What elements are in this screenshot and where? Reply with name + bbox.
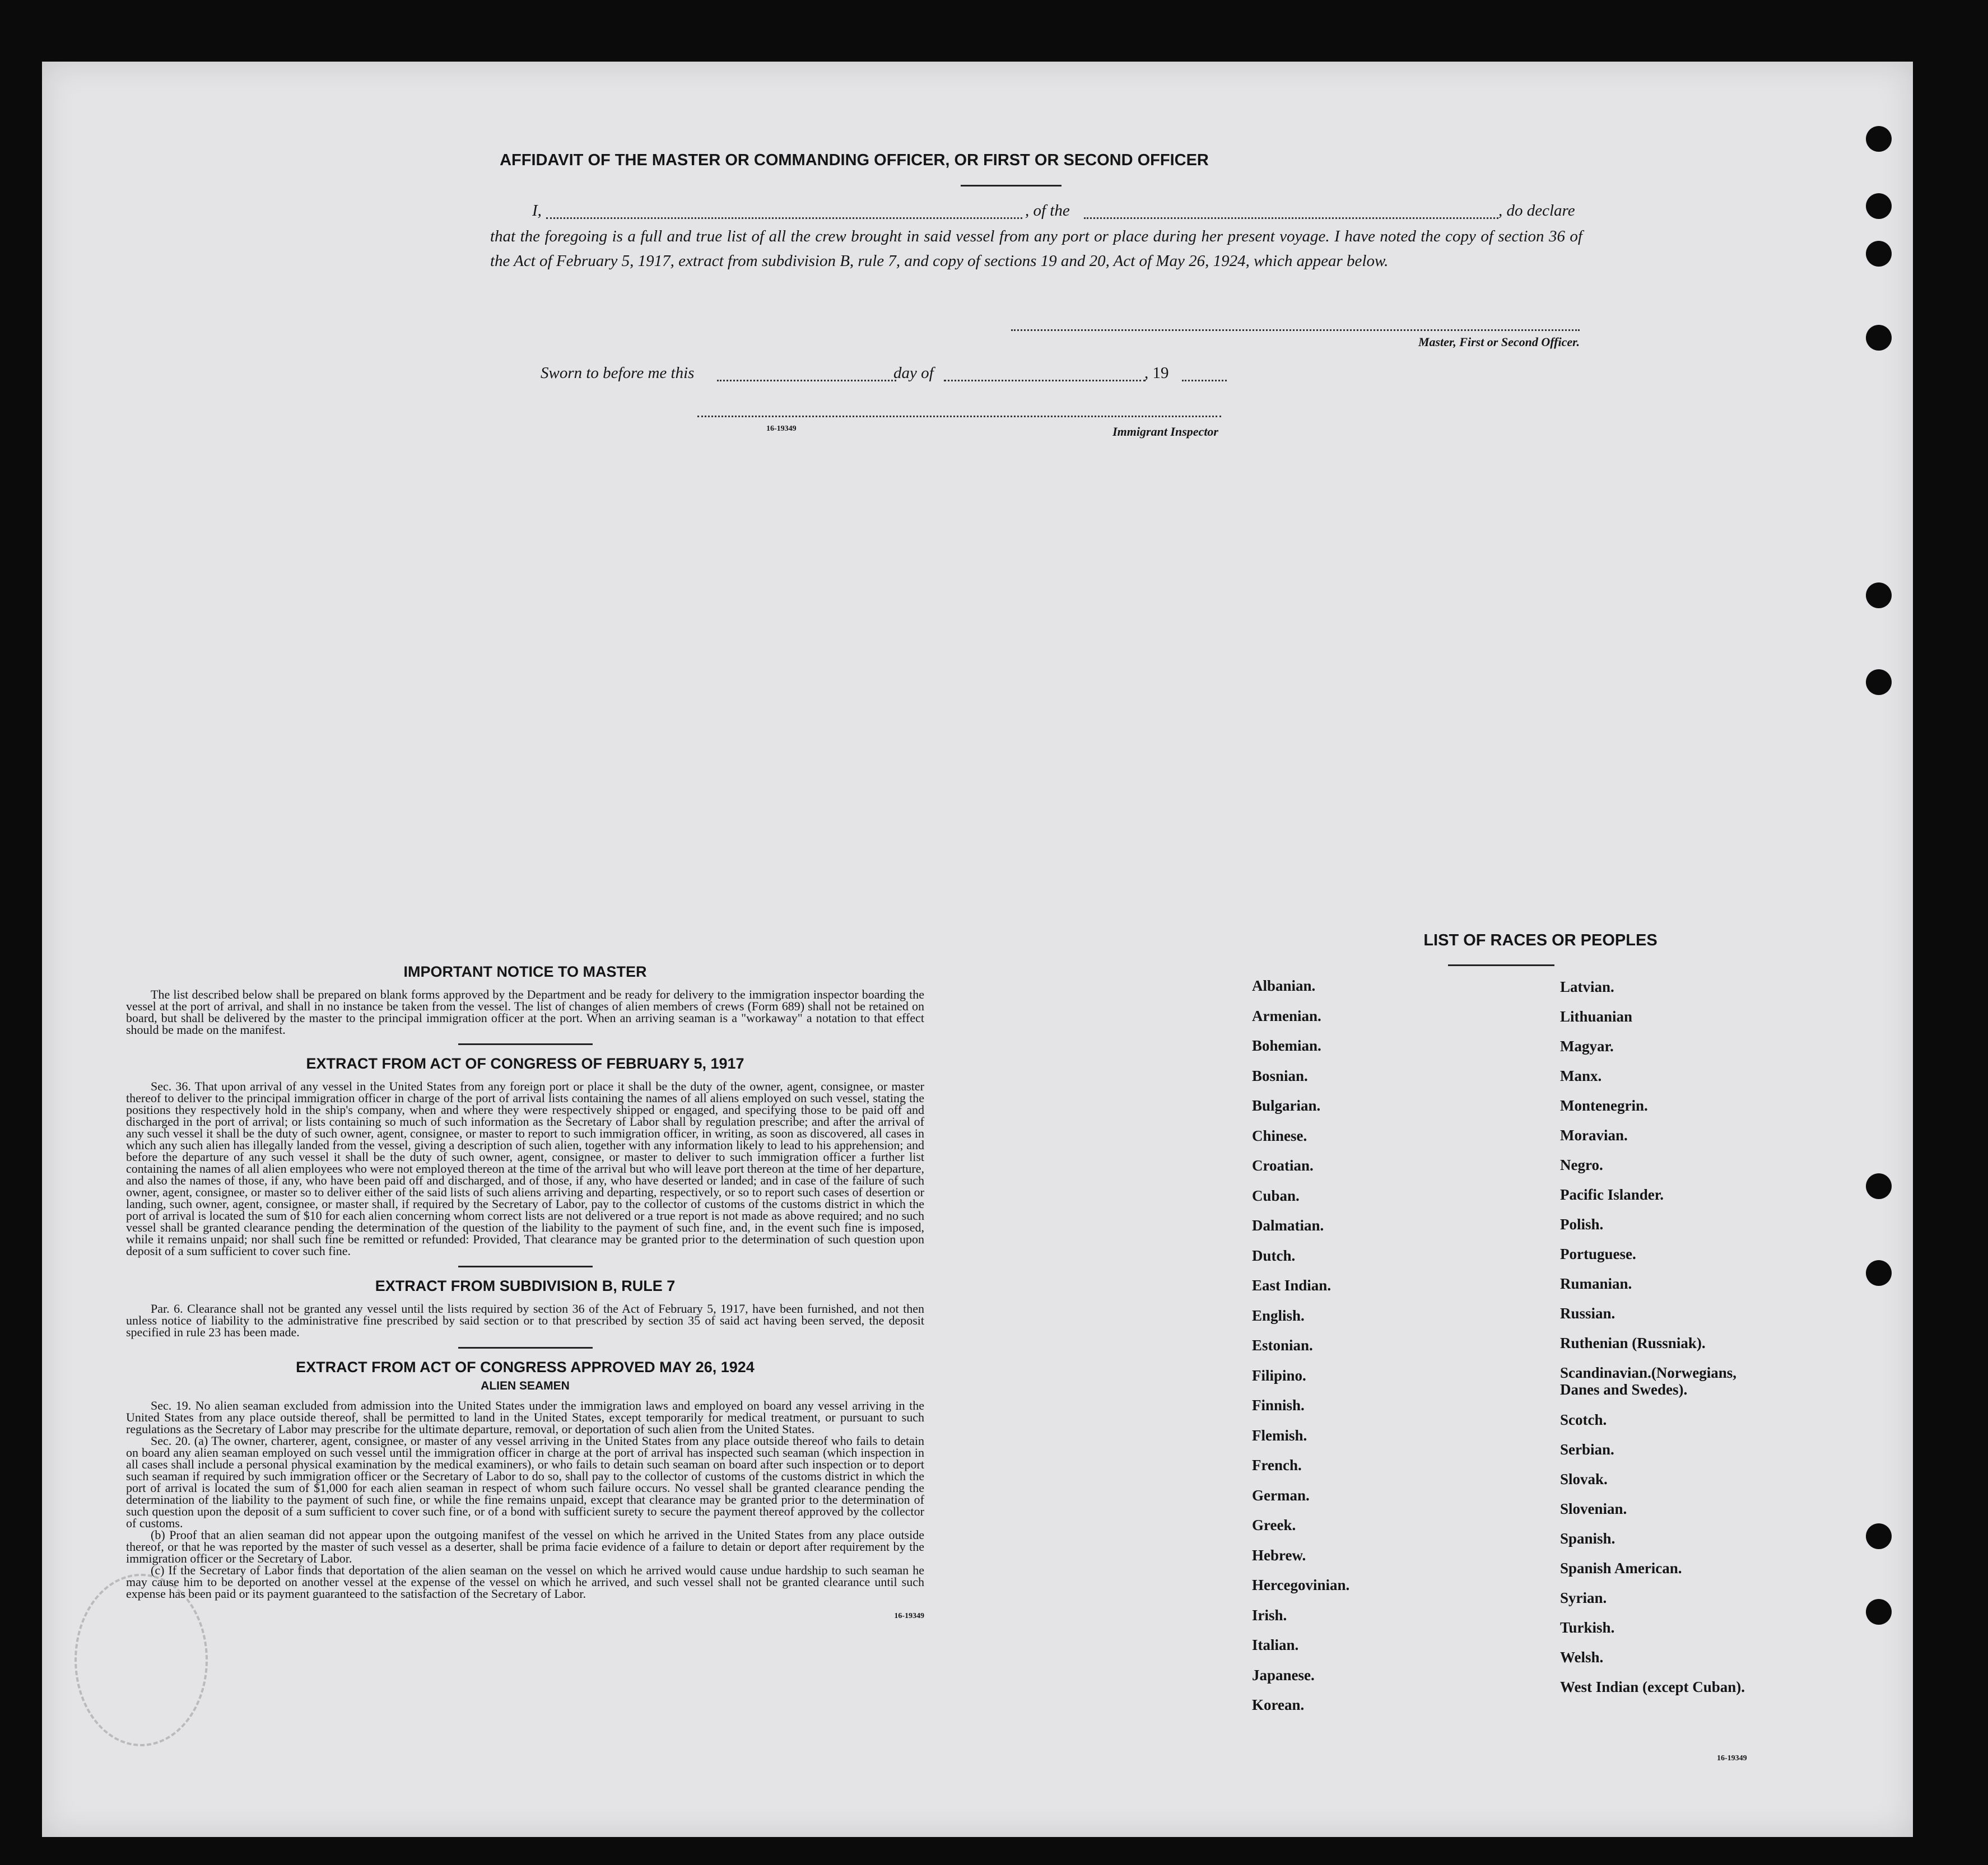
year-label: , 19 bbox=[1144, 364, 1169, 382]
extract-1924-sec20c: (c) If the Secretary of Labor finds that deportation of the alien seaman on the vessel on which he arrived would cause undue hardship to such seaman he may cause him to be deported on another vessel at the expense of the vessel on which he arrived, and such vessel shall not be granted clearance until such expense has been paid or its payment guaranteed to the satisfaction of the Secretary of Labor. bbox=[126, 1563, 924, 1601]
extract-1917-title: EXTRACT FROM ACT OF CONGRESS OF FEBRUARY 5, 1917 bbox=[306, 1055, 744, 1072]
race-item: Negro. bbox=[1560, 1157, 1603, 1173]
inspector-caption: Immigrant Inspector bbox=[1112, 425, 1218, 439]
race-item: Japanese. bbox=[1252, 1666, 1315, 1684]
extract-1924-sec20b: (b) Proof that an alien seaman did not appear upon the outgoing manifest of the vessel on which he arrived in the United States from any place outside thereof, or that he was reported by the master of such vessel as a deserter, shall be prima facie evidence of a failure to detain or deport after requirement by the immigration officer or the Secretary of Labor. bbox=[126, 1528, 924, 1565]
notices-column bbox=[126, 963, 924, 1621]
inspector-signature-line[interactable] bbox=[697, 416, 1221, 417]
race-item: Lithuanian bbox=[1560, 1008, 1633, 1025]
sworn-month-line[interactable] bbox=[944, 380, 1146, 381]
race-item: Moravian. bbox=[1560, 1127, 1628, 1144]
race-item: Russian. bbox=[1560, 1305, 1615, 1322]
document-sheet bbox=[42, 62, 1913, 1837]
extract-1917-text: Sec. 36. That upon arrival of any vessel in the United States from any foreign port or place it shall be the duty of the owner, agent, consignee, or master thereof to deliver to the principal immigration officer in charge of the port of arrival lists containing the names of all aliens employed on such vessel, stating the positions they respectively hold in the ship's company, when and where they were respectively shipped or engaged, and specifying those to be paid off and discharged in the port of arrival; or lists containing so much of such information as the Secretary of Labor shall by regulation prescribe; and after the arrival of any such vessel it shall be the duty of such owner, agent, consignee, or master to report to such immigration officer, in writing, as soon as discovered, all cases in which any such alien has illegally landed from the vessel, giving a description of such alien, together with any information likely to lead to his apprehension; and before the departure of any such vessel it shall be the duty of such owner, agent, consignee, or master to deliver to such immigration officer a further list containing the names of all alien employees who were not employed thereon at the time of the arrival but who will leave port thereon at the time of her departure, and also the names of those, if any, who have been paid off and discharged, and of those, if any, who have deserted or landed; and in case of the failure of such owner, agent, consignee, or master so to deliver either of the said lists of such aliens arriving and departing, respectively, or so to report such cases of desertion or landing, such owner, agent, consignee, or master shall, if required by the Secretary of Labor, pay to the collector of customs of the customs district in which the port of arrival is located the sum of $10 for each alien concerning whom correct lists are not delivered or a true report is not made as above required; and no such vessel shall be granted clearance pending the determination of the question of the liability to the payment of such fine, and, in the event such fine is imposed, while it remains unpaid; nor shall such fine be remitted or refunded: Provided, That clearance may be granted prior to the determination of such question upon deposit of a sum sufficient to cover such fine. bbox=[126, 1079, 924, 1258]
race-item: Manx. bbox=[1560, 1067, 1602, 1084]
race-item: Pacific Islander. bbox=[1560, 1186, 1664, 1203]
race-item: Rumanian. bbox=[1560, 1275, 1632, 1292]
race-item: West Indian (except Cuban). bbox=[1560, 1678, 1745, 1695]
signature-line[interactable] bbox=[1011, 329, 1580, 331]
form-number-right: 16-19349 bbox=[1717, 1754, 1747, 1763]
divider bbox=[961, 185, 1061, 186]
race-item: Portuguese. bbox=[1560, 1246, 1636, 1262]
race-item: Scandinavian.(Norwegians, Danes and Swedes). bbox=[1560, 1364, 1737, 1398]
divider bbox=[458, 1347, 593, 1349]
punch-hole bbox=[1866, 1599, 1892, 1625]
race-item: Ruthenian (Russniak). bbox=[1560, 1335, 1706, 1351]
day-of-label: day of bbox=[893, 364, 934, 382]
punch-hole bbox=[1866, 241, 1892, 267]
race-item: Armenian. bbox=[1252, 1007, 1321, 1024]
race-item: Turkish. bbox=[1560, 1619, 1615, 1636]
race-item: Spanish. bbox=[1560, 1530, 1615, 1547]
race-item: Latvian. bbox=[1560, 978, 1614, 995]
race-item: Bosnian. bbox=[1252, 1067, 1308, 1084]
extract-1924-sec20a: Sec. 20. (a) The owner, charterer, agent, consignee, or master of any vessel arriving in the United States from any place outside thereof who fails to detain on board any alien seaman employed on such vessel until the immigration officer in charge at the port of arrival has inspected such seaman (which inspection in all cases shall include a personal physical examination by the medical examiners), or who fails to detain such seaman on board after such inspection or to deport such seaman if required by such immigration officer or the Secretary of Labor to do so, shall pay to the collector of customs of the customs district in which the port of arrival is located the sum of $1,000 for each alien seaman in respect of whom such failure occurs. No vessel shall be granted clearance pending the determination of the liability to the payment of such fine, or while the fine remains unpaid, except that clearance may be granted prior to the determination of such question upon the deposit of a sum sufficient to cover such fine, or of a bond with sufficient surety to secure the payment thereof approved by the collector of customs. bbox=[126, 1434, 924, 1530]
vessel-field-line[interactable] bbox=[1084, 217, 1498, 219]
race-item: Flemish. bbox=[1252, 1426, 1307, 1444]
sworn-year-line[interactable] bbox=[1182, 380, 1227, 381]
punch-hole bbox=[1866, 669, 1892, 695]
race-item: Irish. bbox=[1252, 1606, 1287, 1624]
punch-hole bbox=[1866, 126, 1892, 152]
notice-text: The list described below shall be prepared on blank forms approved by the Department and be ready for delivery to the immigration inspector boarding the vessel at the port of arrival, and shall in no instance be taken from the vessel. The list of changes of alien members of crews (Form 689) shall not be retained on board, but shall be delivered by the master to the principal immigration officer at the port. When an arriving seaman is a "workaway" a notation to that effect should be made on the manifest. bbox=[126, 987, 924, 1037]
race-item: Korean. bbox=[1252, 1696, 1305, 1713]
extract-1924-subtitle: ALIEN SEAMEN bbox=[481, 1379, 570, 1392]
extract-1924-title: EXTRACT FROM ACT OF CONGRESS APPROVED MAY 26, 1924 bbox=[296, 1359, 755, 1376]
punch-hole bbox=[1866, 1173, 1892, 1199]
race-item: Hercegovinian. bbox=[1252, 1577, 1350, 1593]
race-item: Chinese. bbox=[1252, 1127, 1307, 1144]
race-item: Spanish American. bbox=[1560, 1560, 1682, 1577]
race-item: French. bbox=[1252, 1457, 1302, 1474]
race-item: Montenegrin. bbox=[1560, 1097, 1648, 1114]
race-item: Serbian. bbox=[1560, 1441, 1614, 1458]
extract-rule7-text: Par. 6. Clearance shall not be granted any vessel until the lists required by section 36 of the Act of February 5, 1917, have been furnished, and not then unless notice of liability to the administrative fine prescribed by said section or to that prescribed by section 35 of said act having been served, the deposit specified in rule 23 has been made. bbox=[126, 1302, 924, 1339]
race-item: German. bbox=[1252, 1486, 1310, 1504]
sworn-day-line[interactable] bbox=[717, 380, 896, 381]
race-item: Scotch. bbox=[1560, 1411, 1607, 1428]
punch-hole bbox=[1866, 582, 1892, 608]
punch-hole bbox=[1866, 1523, 1892, 1549]
notice-title: IMPORTANT NOTICE TO MASTER bbox=[403, 963, 647, 980]
affidavit-do-declare: , do declare bbox=[1498, 202, 1575, 220]
race-item: Polish. bbox=[1560, 1216, 1604, 1233]
extract-1924-sec19: Sec. 19. No alien seaman excluded from admission into the United States under the immigration laws and employed on board any vessel arriving in the United States from any place outside thereof, shall be permitted to land in the United States, except temporarily for medical treatment, or pursuant to such regulations as the Secretary of Labor may prescribe for the ultimate departure, removal, or deportation of such alien from the United States. bbox=[126, 1398, 924, 1436]
race-item: Slovak. bbox=[1560, 1471, 1608, 1488]
affidavit-of-the-label: , of the bbox=[1025, 202, 1070, 220]
race-item: Hebrew. bbox=[1252, 1546, 1306, 1564]
race-item: Dalmatian. bbox=[1252, 1217, 1324, 1234]
race-item: East Indian. bbox=[1252, 1277, 1331, 1294]
races-title: LIST OF RACES OR PEOPLES bbox=[1423, 931, 1658, 949]
race-item: Magyar. bbox=[1560, 1038, 1614, 1055]
race-item: Bulgarian. bbox=[1252, 1097, 1321, 1114]
race-item: Slovenian. bbox=[1560, 1500, 1627, 1517]
divider bbox=[1448, 964, 1554, 966]
punch-hole bbox=[1866, 325, 1892, 351]
sworn-label: Sworn to before me this bbox=[541, 364, 695, 382]
affidavit-body: that the foregoing is a full and true list of all the crew brought in said vessel from any port or place during her present voyage. I have noted the copy of section 36 of the Act of February 5, 1917, extract from subdivision B, rule 7, and copy of sections 19 and 20, Act of May 26, 1924, which appear below. bbox=[490, 227, 1582, 270]
race-item: Bohemian. bbox=[1252, 1037, 1321, 1054]
divider bbox=[458, 1266, 593, 1267]
affidavit-i-label: I, bbox=[532, 202, 542, 220]
signature-caption: Master, First or Second Officer. bbox=[1418, 335, 1580, 349]
race-item: Croatian. bbox=[1252, 1157, 1314, 1174]
affidavit-title: AFFIDAVIT OF THE MASTER OR COMMANDING OFFICER, OR FIRST OR SECOND OFFICER bbox=[500, 151, 1209, 169]
punch-hole bbox=[1866, 193, 1892, 219]
extract-rule7-title: EXTRACT FROM SUBDIVISION B, RULE 7 bbox=[375, 1277, 676, 1294]
race-item: Greek. bbox=[1252, 1517, 1296, 1533]
divider bbox=[458, 1043, 593, 1045]
race-item: Filipino. bbox=[1252, 1367, 1306, 1384]
name-field-line[interactable] bbox=[546, 217, 1022, 219]
race-item: Cuban. bbox=[1252, 1187, 1300, 1204]
race-item: Finnish. bbox=[1252, 1397, 1305, 1414]
race-item: Estonian. bbox=[1252, 1337, 1313, 1354]
race-item: Albanian. bbox=[1252, 977, 1316, 994]
race-item: Dutch. bbox=[1252, 1247, 1296, 1264]
form-number-top: 16-19349 bbox=[766, 425, 797, 433]
form-number-left: 16-19349 bbox=[894, 1612, 924, 1620]
race-item: English. bbox=[1252, 1307, 1305, 1324]
race-item: Syrian. bbox=[1560, 1589, 1607, 1606]
race-item: Welsh. bbox=[1560, 1649, 1604, 1666]
punch-hole bbox=[1866, 1260, 1892, 1286]
race-item: Italian. bbox=[1252, 1636, 1299, 1653]
